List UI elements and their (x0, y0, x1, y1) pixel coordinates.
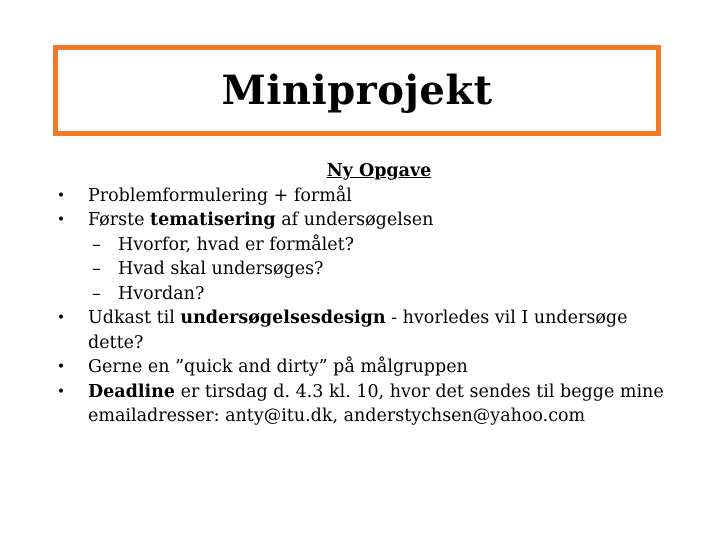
bullet-dot-icon: • (56, 359, 66, 375)
bullet-text: Gerne en ”quick and dirty” på målgruppen (88, 357, 468, 377)
sub-item (54, 257, 674, 282)
bullet-text-pre: Første (88, 210, 151, 230)
bullet-text-pre: Udkast til (88, 308, 181, 328)
bullet-text-bold: tematisering (150, 210, 276, 230)
section-heading: Ny Opgave (326, 161, 432, 181)
dash-icon: – (92, 259, 101, 279)
bullet-item (54, 355, 674, 380)
sub-item (54, 282, 674, 307)
bullet-item (54, 184, 674, 209)
sub-item (54, 233, 674, 258)
slide-title: Miniprojekt (221, 67, 493, 114)
bullet-dot-icon: • (56, 383, 66, 400)
bullet-text-post: er tirsdag d. 4.3 kl. 10, hvor det sendes til begge mine emailadresser: anty@itu.dk, anderstychsen@yahoo.com (88, 381, 664, 426)
bullet-item (54, 380, 674, 429)
bullet-text-bold: undersøgelsesdesign (180, 308, 386, 328)
title-box (53, 45, 661, 136)
dash-icon: – (92, 283, 101, 304)
slide-content (54, 159, 674, 429)
bullet-text: Problemformulering + formål (88, 185, 352, 206)
bullet-dot-icon: • (56, 310, 66, 326)
dash-icon: – (92, 234, 101, 255)
bullet-item (54, 306, 674, 355)
sub-item-text: Hvad skal undersøges? (118, 259, 324, 279)
sub-item-text: Hvordan? (118, 283, 205, 304)
bullet-dot-icon: • (56, 212, 66, 228)
bullet-item (54, 208, 674, 233)
bullet-text-post: - hvorledes vil I undersøge dette? (88, 308, 628, 353)
bullet-text-bold: Deadline (88, 381, 176, 402)
bullet-text-post: af undersøgelsen (275, 210, 434, 230)
sub-item-text: Hvorfor, hvad er formålet? (118, 234, 355, 255)
bullet-dot-icon: • (56, 187, 66, 204)
